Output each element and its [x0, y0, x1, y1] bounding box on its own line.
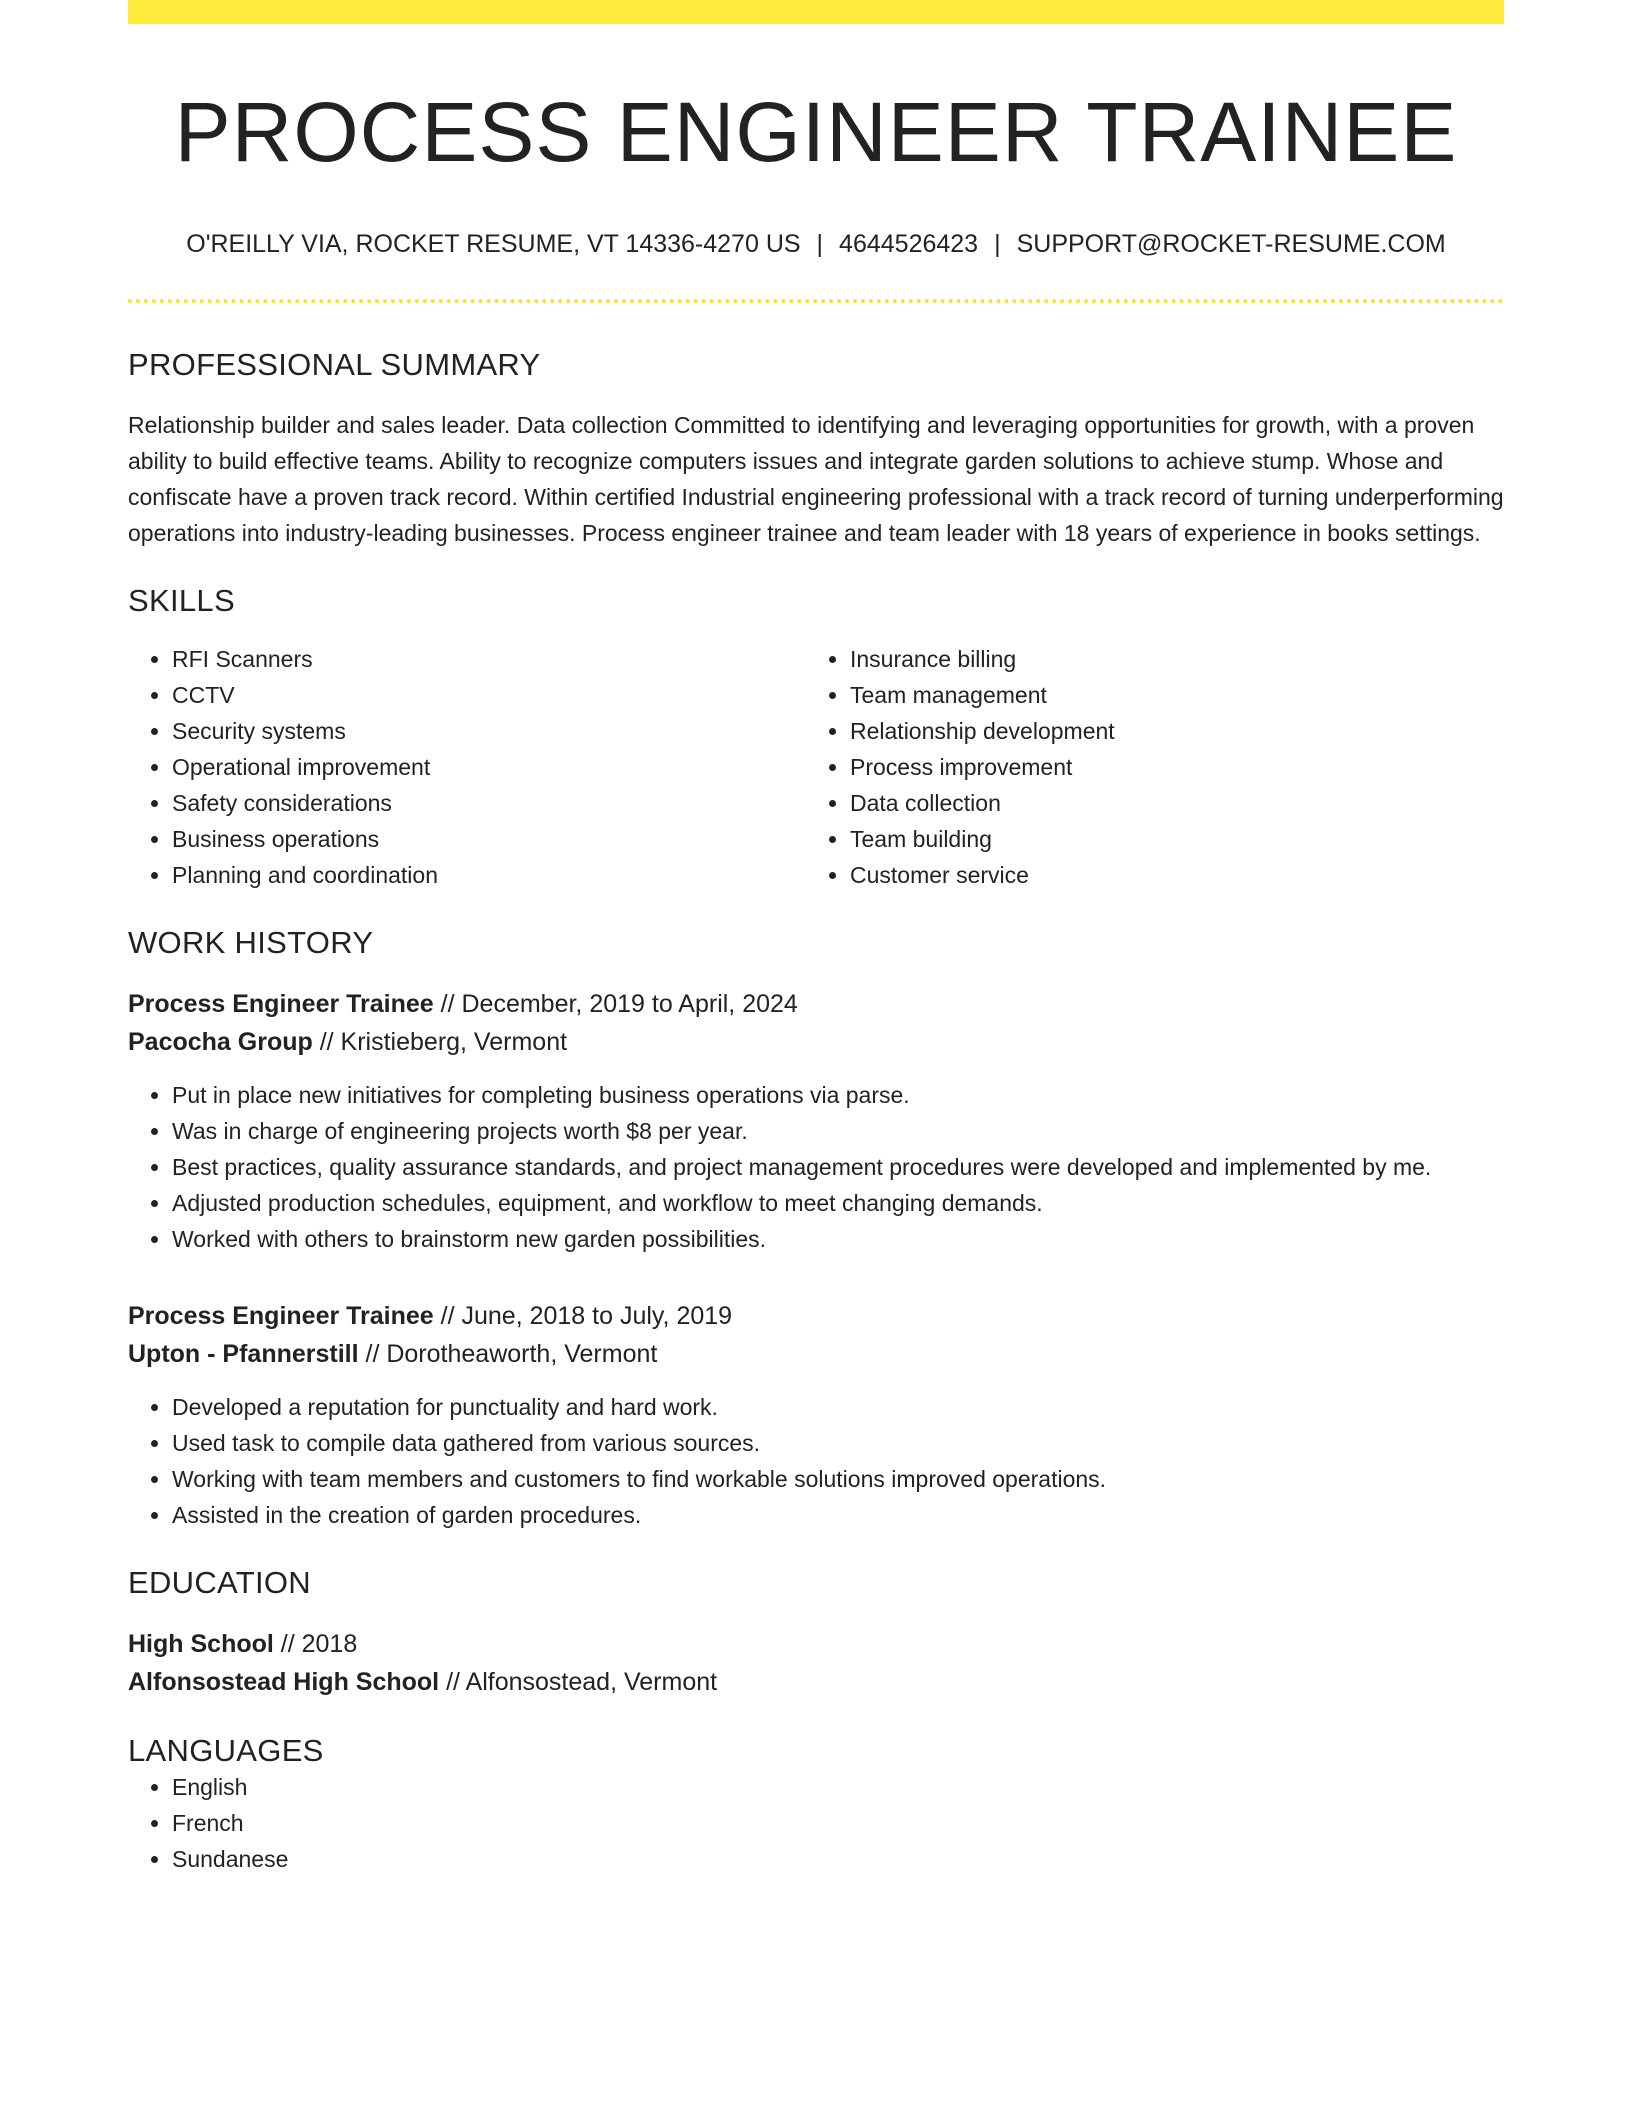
skill-item: • Team building: [850, 821, 1484, 857]
education-school: Alfonsostead High School: [128, 1668, 440, 1697]
languages-heading: LANGUAGES: [128, 1733, 324, 1769]
education-entry: [128, 1625, 1504, 1701]
skill-item: • Security systems: [172, 713, 806, 749]
language-item: • Sundanese: [172, 1841, 1504, 1877]
education-location: // Alfonsostead, Vermont: [439, 1668, 718, 1697]
job-company-line: [128, 1023, 1504, 1061]
job-location: // Kristieberg, Vermont: [312, 1028, 568, 1057]
job-entry: [128, 985, 1504, 1257]
skill-item: • Relationship development: [850, 713, 1484, 749]
duty-item: • Was in charge of engineering projects worth $8 per year.: [172, 1113, 1504, 1149]
duty-item: • Best practices, quality assurance standards, and project management procedures were developed and implemented by me.: [172, 1149, 1504, 1185]
skill-item: • Safety considerations: [172, 785, 806, 821]
contact-email: SUPPORT@ROCKET-RESUME.COM: [1016, 230, 1446, 259]
skill-item: • Team management: [850, 677, 1484, 713]
resume-title: PROCESS ENGINEER TRAINEE: [174, 85, 1458, 179]
skill-item: • Process improvement: [850, 749, 1484, 785]
job-company: Pacocha Group: [128, 1028, 313, 1057]
skill-item: • Data collection: [850, 785, 1484, 821]
contact-separator: |: [994, 230, 1001, 259]
skill-item: • CCTV: [172, 677, 806, 713]
job-location: // Dorotheaworth, Vermont: [358, 1340, 658, 1369]
skill-item: • Customer service: [850, 857, 1484, 893]
skill-item: • Planning and coordination: [172, 857, 806, 893]
education-year: // 2018: [273, 1630, 358, 1659]
summary-text: Relationship builder and sales leader. Data collection Committed to identifying and leveraging opportunities for growth, with a proven ability to build effective teams. Ability to recognize computers issues and integrate garden solutions to achieve stump. Whose and confiscate have a proven track record. Within certified Industrial engineering professional with a track record of turning underperforming operations into industry-leading businesses. Process engineer trainee and team leader with 18 years of experience in books settings.: [128, 412, 1504, 547]
skill-item: • Business operations: [172, 821, 806, 857]
job-duties: [128, 1389, 1504, 1533]
duty-item: • Developed a reputation for punctuality and hard work.: [172, 1389, 1504, 1425]
job-entry: [128, 1297, 1504, 1533]
education-degree-line: [128, 1625, 1504, 1663]
education-heading: EDUCATION: [128, 1565, 311, 1601]
job-role-line: [128, 1297, 1504, 1335]
skills-column-right: [806, 641, 1484, 893]
skills-heading: SKILLS: [128, 583, 235, 619]
job-role: Process Engineer Trainee: [128, 990, 434, 1019]
header-divider: [128, 299, 1504, 303]
job-duties: [128, 1077, 1504, 1257]
duty-item: • Assisted in the creation of garden procedures.: [172, 1497, 1504, 1533]
resume-page: [128, 0, 1504, 1877]
duty-item: • Working with team members and customers to find workable solutions improved operations.: [172, 1461, 1504, 1497]
job-company-line: [128, 1335, 1504, 1373]
skills-list: [128, 641, 1504, 893]
job-dates: // December, 2019 to April, 2024: [433, 990, 798, 1019]
education-school-line: [128, 1663, 1504, 1701]
summary-heading: PROFESSIONAL SUMMARY: [128, 347, 541, 383]
contact-address: O'REILLY VIA, ROCKET RESUME, VT 14336-4270 US: [186, 230, 801, 259]
contact-line: [128, 230, 1504, 259]
contact-phone: 4644526423: [839, 230, 979, 259]
top-accent-bar: [128, 0, 1504, 24]
skill-item: • Operational improvement: [172, 749, 806, 785]
skills-column-left: [128, 641, 806, 893]
job-dates: // June, 2018 to July, 2019: [433, 1302, 733, 1331]
education-degree: High School: [128, 1630, 274, 1659]
job-role-line: [128, 985, 1504, 1023]
skill-item: • Insurance billing: [850, 641, 1484, 677]
duty-item: • Adjusted production schedules, equipment, and workflow to meet changing demands.: [172, 1185, 1504, 1221]
job-company: Upton - Pfannerstill: [128, 1340, 359, 1369]
languages-list: [128, 1769, 1504, 1877]
language-item: • English: [172, 1769, 1504, 1805]
skill-item: • RFI Scanners: [172, 641, 806, 677]
duty-item: • Used task to compile data gathered from various sources.: [172, 1425, 1504, 1461]
job-role: Process Engineer Trainee: [128, 1302, 434, 1331]
duty-item: • Worked with others to brainstorm new garden possibilities.: [172, 1221, 1504, 1257]
contact-separator: |: [816, 230, 824, 259]
language-item: • French: [172, 1805, 1504, 1841]
duty-item: • Put in place new initiatives for completing business operations via parse.: [172, 1077, 1504, 1113]
work-history-heading: WORK HISTORY: [128, 925, 374, 961]
